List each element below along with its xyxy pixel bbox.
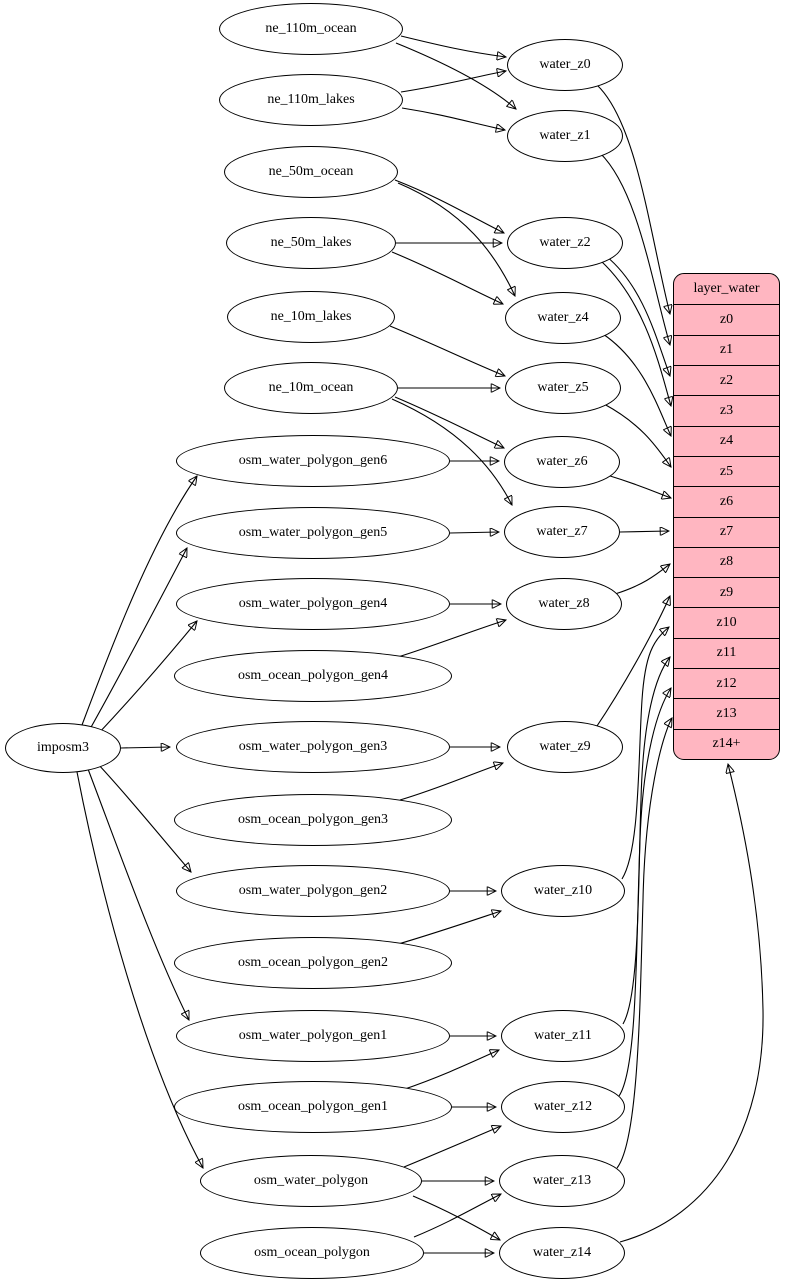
edge-imposm3-osm_water_polygon_gen3 <box>121 747 170 748</box>
node-osm_water_polygon_gen6: osm_water_polygon_gen6 <box>176 435 450 487</box>
table-row-z8: z8 <box>674 547 779 577</box>
edge-water_z12-z12 <box>619 688 671 1096</box>
node-osm_ocean_polygon_gen2: osm_ocean_polygon_gen2 <box>174 937 452 989</box>
node-ne_50m_ocean: ne_50m_ocean <box>224 146 398 198</box>
table-row-z10: z10 <box>674 607 779 637</box>
edge-osm_ocean_polygon_gen3-water_z9 <box>400 763 503 800</box>
edge-ne_50m_ocean-water_z4 <box>398 183 515 296</box>
edge-ne_50m_lakes-water_z4 <box>392 252 503 304</box>
node-water_z6: water_z6 <box>504 436 620 488</box>
table-row-z1: z1 <box>674 335 779 365</box>
node-water_z4: water_z4 <box>505 292 621 344</box>
node-osm_water_polygon_gen3: osm_water_polygon_gen3 <box>176 721 450 773</box>
table-row-z2: z2 <box>674 365 779 395</box>
edge-osm_ocean_polygon-water_z13 <box>414 1194 501 1237</box>
edge-ne_110m_lakes-water_z0 <box>401 71 506 92</box>
node-water_z12: water_z12 <box>501 1081 625 1133</box>
edge-ne_50m_ocean-water_z2 <box>395 180 504 233</box>
node-ne_10m_ocean: ne_10m_ocean <box>224 362 398 414</box>
edge-water_z10-z10 <box>622 627 669 879</box>
table-row-z13: z13 <box>674 698 779 728</box>
node-ne_110m_lakes: ne_110m_lakes <box>219 74 403 126</box>
node-ne_50m_lakes: ne_50m_lakes <box>226 217 396 269</box>
node-water_z10: water_z10 <box>501 865 625 917</box>
edge-ne_110m_ocean-water_z1 <box>396 43 516 109</box>
table-row-z0: z0 <box>674 304 779 334</box>
edge-osm_ocean_polygon_gen4-water_z8 <box>398 620 506 657</box>
table-row-z6: z6 <box>674 486 779 516</box>
edge-osm_water_polygon-water_z12 <box>404 1126 501 1167</box>
node-ne_110m_ocean: ne_110m_ocean <box>219 3 403 55</box>
edge-water_z7-z7 <box>620 531 669 532</box>
table-row-z3: z3 <box>674 395 779 425</box>
table-row-z12: z12 <box>674 668 779 698</box>
node-osm_ocean_polygon: osm_ocean_polygon <box>200 1227 424 1279</box>
table-row-z11: z11 <box>674 638 779 668</box>
node-osm_water_polygon: osm_water_polygon <box>200 1155 422 1207</box>
edge-water_z14-z14plus <box>620 764 763 1242</box>
node-water_z14: water_z14 <box>499 1227 625 1279</box>
node-water_z13: water_z13 <box>499 1155 625 1207</box>
table-row-z4: z4 <box>674 426 779 456</box>
edge-ne_10m_ocean-water_z6 <box>395 397 504 448</box>
edge-water_z6-z6 <box>607 475 671 498</box>
edge-osm_water_polygon-water_z14 <box>413 1196 500 1240</box>
node-water_z2: water_z2 <box>507 217 623 269</box>
edge-osm_ocean_polygon_gen2-water_z10 <box>395 911 501 945</box>
edge-imposm3-osm_water_polygon_gen5 <box>90 548 187 729</box>
table-title: layer_water <box>693 281 760 297</box>
edge-ne_110m_ocean-water_z0 <box>401 36 506 57</box>
node-imposm3: imposm3 <box>5 723 121 773</box>
edge-imposm3-osm_water_polygon_gen1 <box>88 769 189 1020</box>
node-osm_water_polygon_gen1: osm_water_polygon_gen1 <box>176 1010 450 1062</box>
node-water_z7: water_z7 <box>504 506 620 558</box>
node-water_z1: water_z1 <box>507 110 623 162</box>
node-water_z5: water_z5 <box>505 362 621 414</box>
table-row-z9: z9 <box>674 577 779 607</box>
edge-water_z8-z8 <box>615 564 670 594</box>
node-osm_ocean_polygon_gen4: osm_ocean_polygon_gen4 <box>174 650 452 702</box>
table-row-z14plus: z14+ <box>674 729 779 759</box>
edge-osm_ocean_polygon_gen1-water_z11 <box>402 1050 499 1090</box>
node-water_z11: water_z11 <box>501 1010 625 1062</box>
edge-osm_water_polygon_gen5-water_z7 <box>450 532 499 533</box>
table-row-z5: z5 <box>674 456 779 486</box>
node-osm_ocean_polygon_gen3: osm_ocean_polygon_gen3 <box>174 794 452 846</box>
node-water_z8: water_z8 <box>506 578 622 630</box>
table-row-z7: z7 <box>674 517 779 547</box>
node-water_z0: water_z0 <box>507 39 623 91</box>
edge-ne_110m_lakes-water_z1 <box>402 108 505 130</box>
node-osm_water_polygon_gen5: osm_water_polygon_gen5 <box>176 507 450 559</box>
node-water_z9: water_z9 <box>507 721 623 773</box>
node-osm_ocean_polygon_gen1: osm_ocean_polygon_gen1 <box>174 1081 452 1133</box>
node-osm_water_polygon_gen2: osm_water_polygon_gen2 <box>176 865 450 917</box>
node-osm_water_polygon_gen4: osm_water_polygon_gen4 <box>176 578 450 630</box>
edge-ne_10m_lakes-water_z5 <box>390 326 505 376</box>
node-ne_10m_lakes: ne_10m_lakes <box>227 291 395 343</box>
layer-water-table <box>673 273 780 760</box>
